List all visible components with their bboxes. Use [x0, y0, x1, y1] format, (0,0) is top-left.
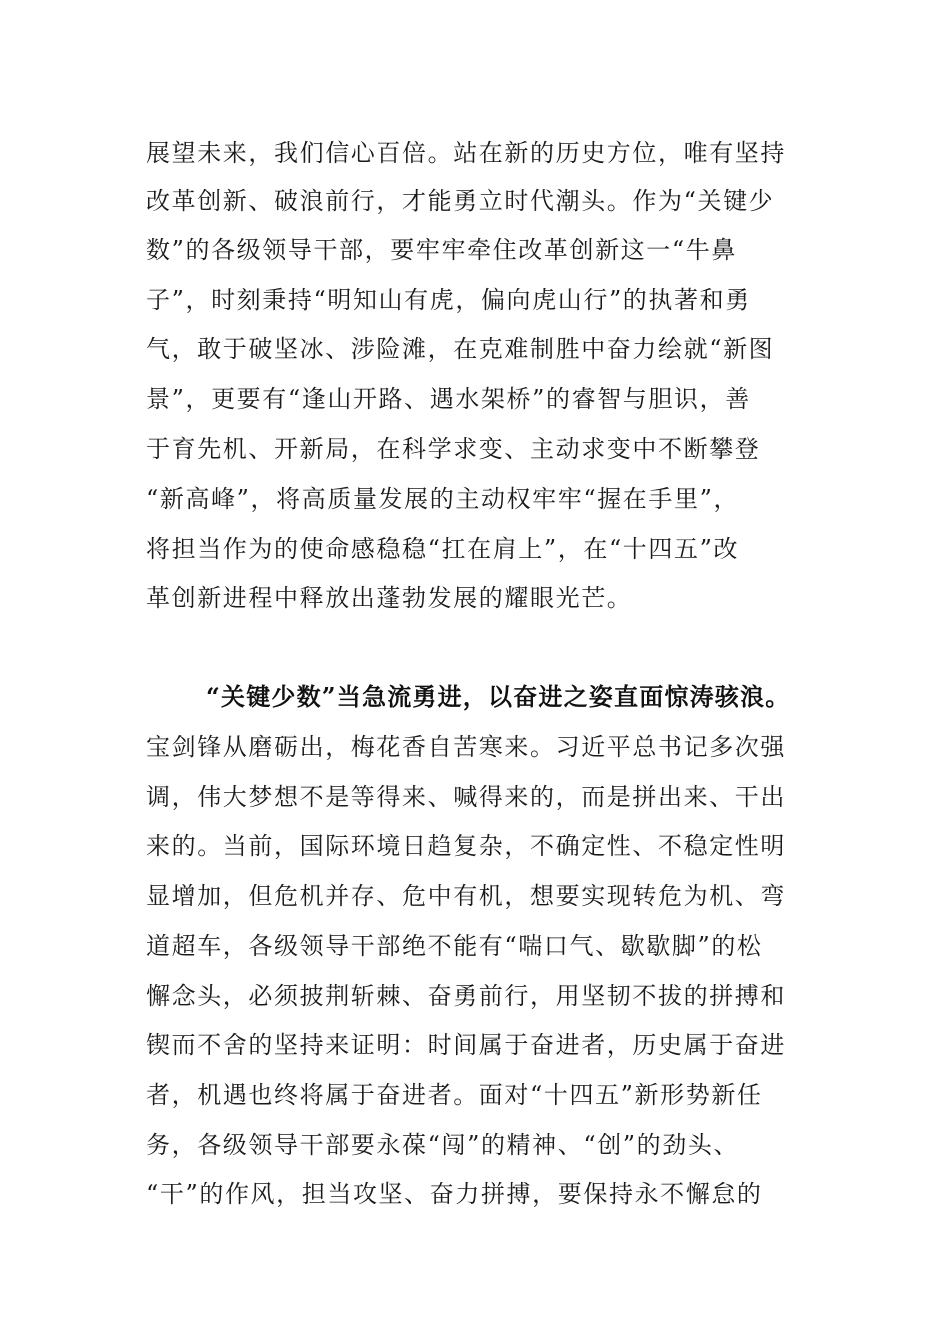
paragraph-1-line-5: 气，敢于破坚冰、涉险滩，在克难制胜中奋力绘就“新图: [146, 335, 775, 363]
section-2-line-6: 懈念头，必须披荆斩棘、奋勇前行，用坚韧不拔的拼搏和: [146, 982, 786, 1010]
paragraph-1-line-3: 数”的各级领导干部，要牢牢牵住改革创新这一“牛鼻: [146, 236, 737, 264]
section-2-line-10: “干”的作风，担当攻坚、奋力拼搏，要保持永不懈怠的: [146, 1180, 763, 1208]
section-2-line-5: 道超车，各级领导干部绝不能有“喘口气、歇歇脚”的松: [146, 932, 763, 960]
section-2-line-9: 务，各级领导干部要永葆“闯”的精神、“创”的劲头、: [146, 1131, 740, 1159]
paragraph-1-line-4: 子”，时刻秉持“明知山有虎，偏向虎山行”的执著和勇: [146, 286, 751, 314]
section-2-line-1: 宝剑锋从磨砺出，梅花香自苦寒来。习近平总书记多次强: [146, 733, 786, 761]
section-2-heading: “关键少数”当急流勇进，以奋进之姿直面惊涛骇浪。: [206, 682, 791, 711]
paragraph-1-line-9: 将担当作为的使命感稳稳“扛在肩上”，在“十四五”改: [146, 535, 740, 563]
paragraph-1-line-1: 展望未来，我们信心百倍。站在新的历史方位，唯有坚持: [146, 139, 786, 167]
section-2-line-3: 来的。当前，国际环境日趋复杂，不确定性、不稳定性明: [146, 832, 786, 860]
paragraph-1-line-2: 改革创新、破浪前行，才能勇立时代潮头。作为“关键少: [146, 187, 775, 215]
paragraph-1-line-8: “新高峰”，将高质量发展的主动权牢牢“握在手里”，: [146, 485, 740, 513]
paragraph-1-line-6: 景”，更要有“逢山开路、遇水架桥”的睿智与胆识，善: [146, 385, 751, 413]
paragraph-1-line-7: 于育先机、开新局，在科学求变、主动求变中不断攀登: [146, 435, 761, 463]
section-2-line-2: 调，伟大梦想不是等得来、喊得来的，而是拼出来、干出: [146, 783, 786, 811]
section-2-line-7: 锲而不舍的坚持来证明：时间属于奋进者，历史属于奋进: [146, 1031, 786, 1059]
paragraph-1-line-10: 革创新进程中释放出蓬勃发展的耀眼光芒。: [146, 584, 633, 612]
section-2-line-4: 显增加，但危机并存、危中有机，想要实现转危为机、弯: [146, 882, 786, 910]
section-2-line-8: 者，机遇也终将属于奋进者。面对“十四五”新形势新任: [146, 1081, 763, 1109]
